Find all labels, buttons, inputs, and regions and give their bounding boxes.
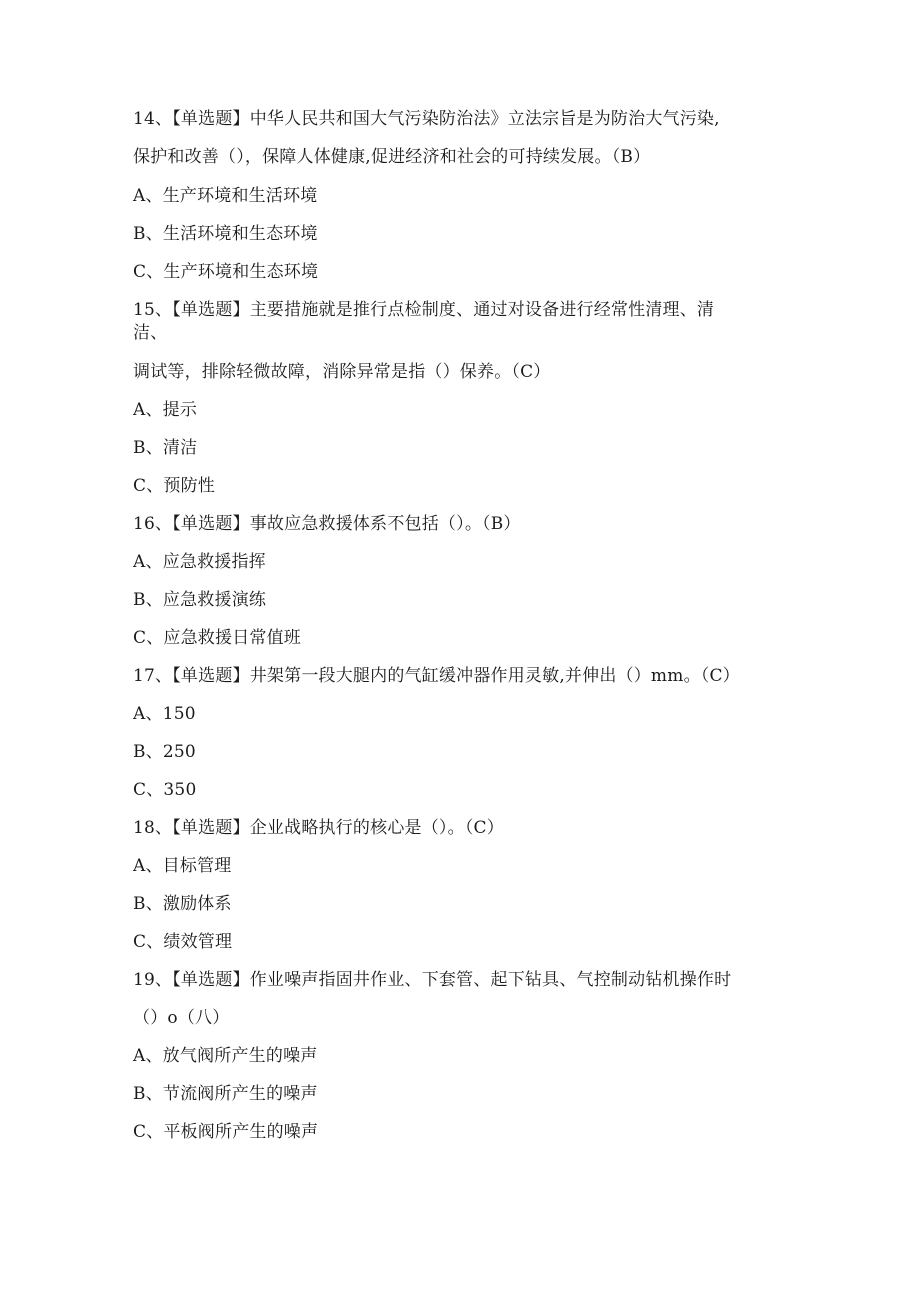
question-19-option-a: A、放气阀所产生的噪声: [133, 1046, 318, 1066]
question-15-stem-line-2: 洁、: [133, 323, 168, 343]
question-16-option-c: C、应急救援日常值班: [133, 628, 302, 648]
question-16-option-a: A、应急救援指挥: [133, 552, 266, 572]
question-16-option-b: B、应急救援演练: [133, 590, 267, 610]
question-19-stem-line-2: （）o（八）: [133, 1008, 230, 1028]
question-17-option-a: A、150: [133, 704, 196, 724]
question-15-option-b: B、清洁: [133, 438, 198, 458]
question-17-stem-line-1: 17、【单选题】井架第一段大腿内的气缸缓冲器作用灵敏,并伸出（）mm。（C）: [133, 666, 740, 686]
question-19-option-b: B、节流阀所产生的噪声: [133, 1084, 318, 1104]
question-14-option-a: A、生产环境和生活环境: [133, 186, 318, 206]
question-18-option-b: B、激励体系: [133, 894, 232, 914]
question-18-option-a: A、目标管理: [133, 856, 232, 876]
question-19-option-c: C、平板阀所产生的噪声: [133, 1122, 319, 1142]
question-15-option-c: C、预防性: [133, 476, 216, 496]
question-18-option-c: C、绩效管理: [133, 932, 233, 952]
question-14-stem-line-1: 14、【单选题】中华人民共和国大气污染防治法》立法宗旨是为防治大气污染,: [133, 109, 720, 129]
question-14-option-b: B、生活环境和生态环境: [133, 224, 318, 244]
question-14-stem-line-2: 保护和改善（），保障人体健康,促进经济和社会的可持续发展。（B）: [133, 147, 651, 167]
question-14-option-c: C、生产环境和生态环境: [133, 262, 319, 282]
question-15-option-a: A、提示: [133, 400, 198, 420]
question-19-stem-line-1: 19、【单选题】作业噪声指固井作业、下套管、起下钻具、气控制动钻机操作时: [133, 970, 732, 990]
question-16-stem-line-1: 16、【单选题】事故应急救援体系不包括（）。（B）: [133, 514, 521, 534]
question-18-stem-line-1: 18、【单选题】企业战略执行的核心是（）。（C）: [133, 818, 504, 838]
question-15-stem-line-3: 调试等，排除轻微故障，消除异常是指（）保养。（C）: [133, 362, 551, 382]
question-17-option-b: B、250: [133, 742, 196, 762]
question-15-stem-line-1: 15、【单选题】主要措施就是推行点检制度、通过对设备进行经常性清理、清: [133, 300, 715, 320]
question-17-option-c: C、350: [133, 780, 197, 800]
